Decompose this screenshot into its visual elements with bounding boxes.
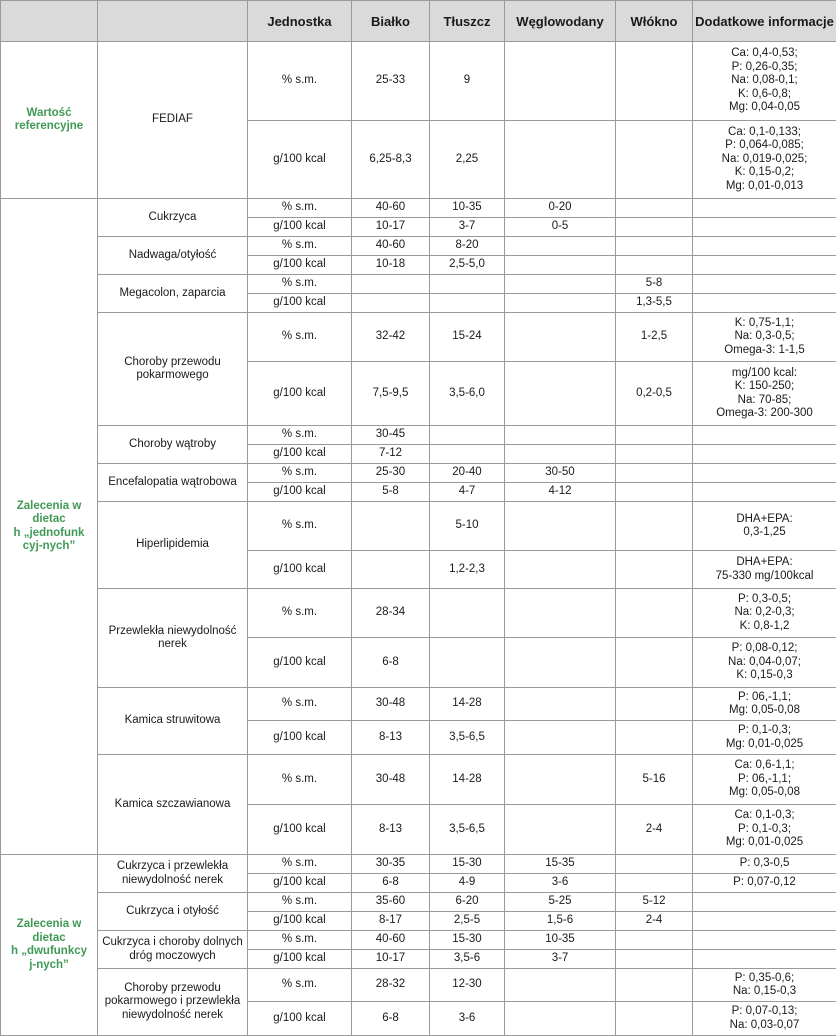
protein-cell: 28-32 [352, 969, 430, 1002]
info-line: Mg: 0,01-0,025 [695, 836, 834, 850]
group-label-line: dietac [3, 513, 95, 527]
unit-cell: g/100 kcal [248, 256, 352, 275]
carbs-cell: 4-12 [505, 483, 616, 502]
info-cell [693, 121, 836, 199]
fiber-cell [616, 931, 693, 950]
table-row [1, 275, 836, 294]
header-fat: Tłuszcz [430, 1, 505, 42]
protein-cell: 8-13 [352, 721, 430, 755]
unit-cell: % s.m. [248, 426, 352, 445]
carbs-cell: 1,5-6 [505, 912, 616, 931]
info-line: Ca: 0,1-0,133; [695, 126, 834, 140]
protein-cell: 10-17 [352, 950, 430, 969]
info-line: mg/100 kcal: [695, 367, 834, 381]
fiber-cell [616, 638, 693, 688]
info-line: P: 0,1-0,3; [695, 823, 834, 837]
unit-cell: % s.m. [248, 313, 352, 362]
protein-cell: 8-17 [352, 912, 430, 931]
fat-cell: 10-35 [430, 199, 505, 218]
fiber-cell [616, 1002, 693, 1036]
table-row [1, 502, 836, 551]
carbs-cell: 10-35 [505, 931, 616, 950]
fiber-cell [616, 121, 693, 199]
protein-cell: 8-13 [352, 805, 430, 855]
fat-cell: 14-28 [430, 688, 505, 721]
protein-cell: 30-45 [352, 426, 430, 445]
fat-cell: 3-6 [430, 1002, 505, 1036]
group-label-line: Zalecenia w [3, 500, 95, 514]
fat-cell: 3,5-6,0 [430, 362, 505, 426]
header-row [1, 1, 836, 42]
fat-cell: 4-7 [430, 483, 505, 502]
unit-cell: g/100 kcal [248, 445, 352, 464]
condition-name: Cukrzyca i otyłość [98, 893, 248, 931]
fiber-cell [616, 969, 693, 1002]
carbs-cell: 5-25 [505, 893, 616, 912]
info-cell [693, 931, 836, 950]
condition-name: Choroby przewodu pokarmowego i przewlekła niewydolność nerek [98, 969, 248, 1036]
fiber-cell [616, 589, 693, 638]
carbs-cell [505, 313, 616, 362]
fiber-cell: 2-4 [616, 912, 693, 931]
carbs-cell [505, 688, 616, 721]
unit-cell: % s.m. [248, 755, 352, 805]
group-label-line: dietac [3, 932, 95, 946]
fat-cell: 9 [430, 42, 505, 121]
fiber-cell [616, 551, 693, 589]
info-line: Na: 0,04-0,07; [695, 656, 834, 670]
info-line: Na: 70-85; [695, 394, 834, 408]
fiber-cell [616, 42, 693, 121]
protein-cell: 28-34 [352, 589, 430, 638]
info-line: P: 0,08-0,12; [695, 642, 834, 656]
carbs-cell [505, 237, 616, 256]
carbs-cell [505, 969, 616, 1002]
info-line: Na: 0,2-0,3; [695, 606, 834, 620]
protein-cell: 6-8 [352, 638, 430, 688]
fat-cell: 15-30 [430, 931, 505, 950]
unit-cell: % s.m. [248, 893, 352, 912]
fiber-cell: 2-4 [616, 805, 693, 855]
info-line: Omega-3: 200-300 [695, 407, 834, 421]
header-protein: Białko [352, 1, 430, 42]
condition-name: Kamica szczawianowa [98, 755, 248, 855]
info-cell [693, 199, 836, 218]
fiber-cell: 1,3-5,5 [616, 294, 693, 313]
fiber-cell [616, 874, 693, 893]
protein-cell: 6-8 [352, 874, 430, 893]
protein-cell: 40-60 [352, 237, 430, 256]
info-line: P: 0,07-0,12 [695, 876, 834, 890]
protein-cell: 25-30 [352, 464, 430, 483]
protein-cell [352, 502, 430, 551]
fiber-cell [616, 721, 693, 755]
carbs-cell [505, 275, 616, 294]
info-line: Mg: 0,01-0,013 [695, 180, 834, 194]
fiber-cell [616, 688, 693, 721]
condition-name: Kamica struwitowa [98, 688, 248, 755]
info-cell [693, 313, 836, 362]
fiber-cell [616, 855, 693, 874]
condition-name: Choroby wątroby [98, 426, 248, 464]
info-line: Na: 0,08-0,1; [695, 74, 834, 88]
info-line: P: 0,3-0,5 [695, 857, 834, 871]
group-label-line: Zalecenia w [3, 918, 95, 932]
group-label-line: cyj-nych” [3, 540, 95, 554]
unit-cell: % s.m. [248, 275, 352, 294]
protein-cell: 30-48 [352, 755, 430, 805]
table-row [1, 893, 836, 912]
fat-cell: 8-20 [430, 237, 505, 256]
unit-cell: g/100 kcal [248, 805, 352, 855]
fiber-cell: 1-2,5 [616, 313, 693, 362]
carbs-cell [505, 1002, 616, 1036]
fat-cell [430, 445, 505, 464]
info-line: Na: 0,019-0,025; [695, 153, 834, 167]
carbs-cell [505, 426, 616, 445]
protein-cell: 6-8 [352, 1002, 430, 1036]
fat-cell: 15-30 [430, 855, 505, 874]
table-row [1, 755, 836, 805]
fiber-cell: 5-16 [616, 755, 693, 805]
info-cell [693, 721, 836, 755]
header-unit: Jednostka [248, 1, 352, 42]
condition-name: FEDIAF [98, 42, 248, 199]
info-line: K: 0,15-0,3 [695, 669, 834, 683]
fat-cell [430, 275, 505, 294]
fiber-cell [616, 950, 693, 969]
info-cell [693, 969, 836, 1002]
protein-cell: 30-35 [352, 855, 430, 874]
carbs-cell [505, 256, 616, 275]
group-label [1, 199, 98, 855]
carbs-cell: 30-50 [505, 464, 616, 483]
info-cell [693, 855, 836, 874]
condition-name: Cukrzyca i choroby dolnych dróg moczowych [98, 931, 248, 969]
table-row [1, 969, 836, 1002]
info-line: P: 0,26-0,35; [695, 61, 834, 75]
info-line: P: 0,1-0,3; [695, 724, 834, 738]
carbs-cell [505, 362, 616, 426]
header-fiber: Włókno [616, 1, 693, 42]
group-label [1, 42, 98, 199]
info-cell [693, 893, 836, 912]
fat-cell [430, 638, 505, 688]
carbs-cell: 0-5 [505, 218, 616, 237]
carbs-cell: 15-35 [505, 855, 616, 874]
table-row [1, 688, 836, 721]
info-line: P: 0,35-0,6; [695, 972, 834, 986]
fat-cell: 2,25 [430, 121, 505, 199]
table-body [1, 42, 836, 1036]
fiber-cell [616, 256, 693, 275]
info-line: Mg: 0,04-0,05 [695, 101, 834, 115]
carbs-cell [505, 589, 616, 638]
fiber-cell: 5-8 [616, 275, 693, 294]
condition-name: Cukrzyca [98, 199, 248, 237]
unit-cell: % s.m. [248, 688, 352, 721]
protein-cell: 25-33 [352, 42, 430, 121]
info-cell [693, 426, 836, 445]
protein-cell: 35-60 [352, 893, 430, 912]
protein-cell: 40-60 [352, 199, 430, 218]
info-line: Mg: 0,05-0,08 [695, 704, 834, 718]
table-row [1, 313, 836, 362]
condition-name: Choroby przewodu pokarmowego [98, 313, 248, 426]
carbs-cell [505, 445, 616, 464]
info-line: K: 0,75-1,1; [695, 317, 834, 331]
fat-cell: 15-24 [430, 313, 505, 362]
unit-cell: % s.m. [248, 42, 352, 121]
fat-cell [430, 426, 505, 445]
info-cell [693, 688, 836, 721]
group-label [1, 855, 98, 1036]
fiber-cell [616, 464, 693, 483]
table-row [1, 931, 836, 950]
fiber-cell [616, 445, 693, 464]
info-line: Mg: 0,05-0,08 [695, 786, 834, 800]
condition-name: Nadwaga/otyłość [98, 237, 248, 275]
info-line: Na: 0,3-0,5; [695, 330, 834, 344]
carbs-cell: 0-20 [505, 199, 616, 218]
unit-cell: g/100 kcal [248, 218, 352, 237]
info-cell [693, 755, 836, 805]
fat-cell: 3,5-6,5 [430, 805, 505, 855]
table-row [1, 237, 836, 256]
info-line: P: 0,3-0,5; [695, 593, 834, 607]
group-label-line: j-nych” [3, 959, 95, 973]
fat-cell: 1,2-2,3 [430, 551, 505, 589]
fat-cell: 5-10 [430, 502, 505, 551]
fiber-cell [616, 218, 693, 237]
info-cell [693, 464, 836, 483]
table-row [1, 426, 836, 445]
condition-name: Megacolon, zaparcia [98, 275, 248, 313]
unit-cell: g/100 kcal [248, 362, 352, 426]
group-label-line: h „jednofunk [3, 527, 95, 541]
unit-cell: g/100 kcal [248, 721, 352, 755]
info-cell [693, 589, 836, 638]
protein-cell: 7-12 [352, 445, 430, 464]
unit-cell: g/100 kcal [248, 294, 352, 313]
table-row [1, 589, 836, 638]
fiber-cell [616, 199, 693, 218]
info-cell [693, 294, 836, 313]
info-line: K: 0,8-1,2 [695, 620, 834, 634]
carbs-cell [505, 294, 616, 313]
unit-cell: % s.m. [248, 464, 352, 483]
fat-cell: 3,5-6 [430, 950, 505, 969]
info-cell [693, 950, 836, 969]
carbs-cell [505, 721, 616, 755]
unit-cell: g/100 kcal [248, 1002, 352, 1036]
info-cell [693, 362, 836, 426]
protein-cell [352, 294, 430, 313]
info-cell [693, 502, 836, 551]
fiber-cell: 0,2-0,5 [616, 362, 693, 426]
fiber-cell [616, 237, 693, 256]
unit-cell: g/100 kcal [248, 950, 352, 969]
info-line: K: 150-250; [695, 380, 834, 394]
unit-cell: % s.m. [248, 969, 352, 1002]
table-row [1, 464, 836, 483]
info-line: P: 0,07-0,13; [695, 1005, 834, 1019]
fat-cell: 2,5-5,0 [430, 256, 505, 275]
info-line: 0,3-1,25 [695, 526, 834, 540]
fat-cell: 6-20 [430, 893, 505, 912]
protein-cell: 32-42 [352, 313, 430, 362]
carbs-cell: 3-6 [505, 874, 616, 893]
info-cell [693, 912, 836, 931]
carbs-cell [505, 121, 616, 199]
carbs-cell [505, 551, 616, 589]
info-line: Na: 0,15-0,3 [695, 985, 834, 999]
info-cell [693, 237, 836, 256]
unit-cell: g/100 kcal [248, 121, 352, 199]
group-label-line: h „dwufunkcy [3, 945, 95, 959]
fat-cell [430, 294, 505, 313]
carbs-cell [505, 42, 616, 121]
info-line: DHA+EPA: [695, 513, 834, 527]
unit-cell: g/100 kcal [248, 551, 352, 589]
protein-cell: 7,5-9,5 [352, 362, 430, 426]
protein-cell: 40-60 [352, 931, 430, 950]
unit-cell: % s.m. [248, 931, 352, 950]
fiber-cell [616, 502, 693, 551]
fat-cell: 3-7 [430, 218, 505, 237]
fat-cell: 3,5-6,5 [430, 721, 505, 755]
fat-cell: 20-40 [430, 464, 505, 483]
carbs-cell [505, 805, 616, 855]
fat-cell: 4-9 [430, 874, 505, 893]
table-row [1, 42, 836, 121]
unit-cell: % s.m. [248, 199, 352, 218]
condition-name: Encefalopatia wątrobowa [98, 464, 248, 502]
protein-cell [352, 275, 430, 294]
fiber-cell [616, 483, 693, 502]
info-cell [693, 42, 836, 121]
condition-name: Przewlekła niewydolność nerek [98, 589, 248, 688]
fat-cell [430, 589, 505, 638]
fiber-cell: 5-12 [616, 893, 693, 912]
info-line: Mg: 0,01-0,025 [695, 738, 834, 752]
carbs-cell [505, 755, 616, 805]
group-label-line: Wartość [3, 107, 95, 121]
fat-cell: 14-28 [430, 755, 505, 805]
protein-cell: 5-8 [352, 483, 430, 502]
info-line: Ca: 0,1-0,3; [695, 809, 834, 823]
protein-cell [352, 551, 430, 589]
unit-cell: g/100 kcal [248, 912, 352, 931]
info-cell [693, 1002, 836, 1036]
info-cell [693, 805, 836, 855]
info-cell [693, 874, 836, 893]
group-label-line: referencyjne [3, 120, 95, 134]
condition-name: Hiperlipidemia [98, 502, 248, 589]
info-line: 75-330 mg/100kcal [695, 570, 834, 584]
header-condition [98, 1, 248, 42]
unit-cell: g/100 kcal [248, 483, 352, 502]
info-line: Ca: 0,4-0,53; [695, 47, 834, 61]
info-line: DHA+EPA: [695, 556, 834, 570]
info-cell [693, 551, 836, 589]
condition-name: Cukrzyca i przewlekła niewydolność nerek [98, 855, 248, 893]
info-line: Omega-3: 1-1,5 [695, 344, 834, 358]
info-cell [693, 638, 836, 688]
fat-cell: 2,5-5 [430, 912, 505, 931]
unit-cell: % s.m. [248, 502, 352, 551]
unit-cell: g/100 kcal [248, 638, 352, 688]
unit-cell: g/100 kcal [248, 874, 352, 893]
info-cell [693, 483, 836, 502]
info-line: K: 0,15-0,2; [695, 166, 834, 180]
protein-cell: 10-18 [352, 256, 430, 275]
protein-cell: 30-48 [352, 688, 430, 721]
info-line: P: 0,064-0,085; [695, 139, 834, 153]
info-line: Ca: 0,6-1,1; [695, 759, 834, 773]
carbs-cell [505, 638, 616, 688]
info-line: P: 06,-1,1; [695, 773, 834, 787]
unit-cell: % s.m. [248, 589, 352, 638]
header-info: Dodatkowe informacje [693, 1, 836, 42]
info-cell [693, 445, 836, 464]
info-line: K: 0,6-0,8; [695, 88, 834, 102]
protein-cell: 10-17 [352, 218, 430, 237]
table-row [1, 855, 836, 874]
info-line: P: 06,-1,1; [695, 691, 834, 705]
unit-cell: % s.m. [248, 237, 352, 256]
info-cell [693, 218, 836, 237]
protein-cell: 6,25-8,3 [352, 121, 430, 199]
info-cell [693, 275, 836, 294]
unit-cell: % s.m. [248, 855, 352, 874]
carbs-cell: 3-7 [505, 950, 616, 969]
fiber-cell [616, 426, 693, 445]
header-group [1, 1, 98, 42]
carbs-cell [505, 502, 616, 551]
info-line: Na: 0,03-0,07 [695, 1019, 834, 1033]
header-carbs: Węglowodany [505, 1, 616, 42]
table-row [1, 199, 836, 218]
info-cell [693, 256, 836, 275]
fat-cell: 12-30 [430, 969, 505, 1002]
